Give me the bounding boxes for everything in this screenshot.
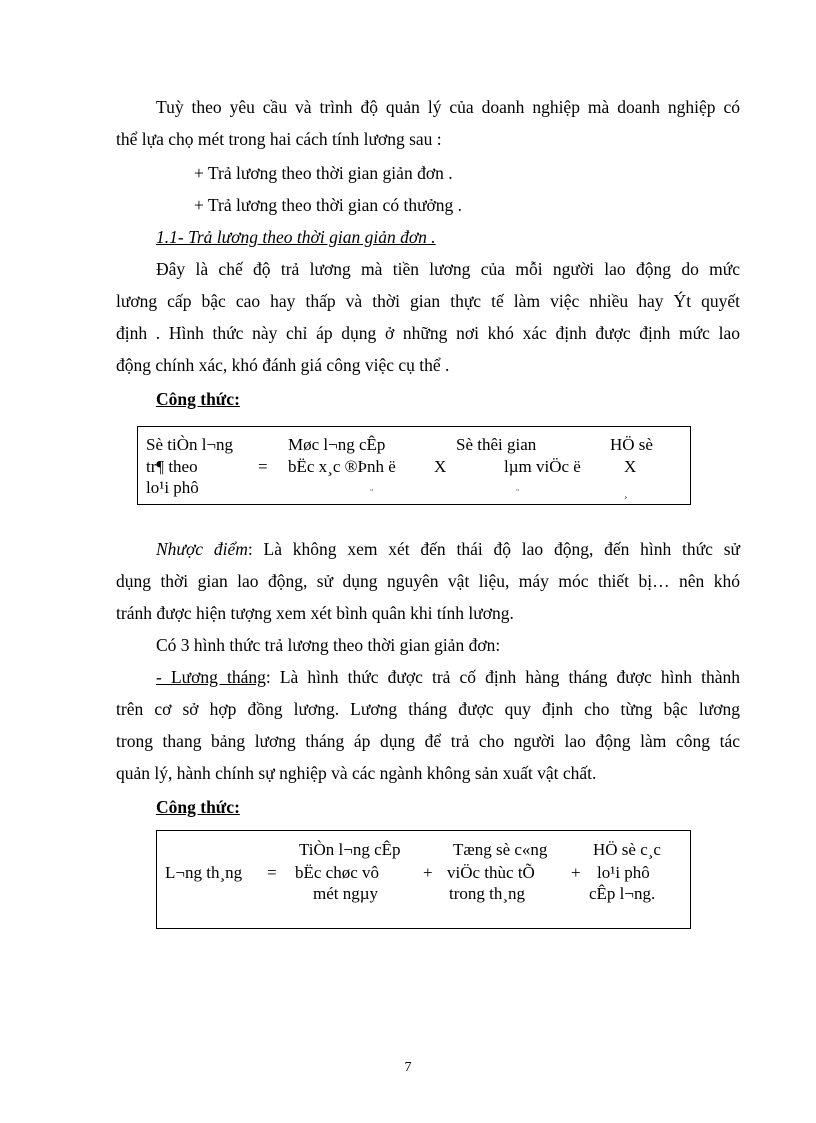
option-simple-time: + Trả lương theo thời gian giản đơn . xyxy=(194,163,453,183)
paragraph-line: lương cấp bậc cao hay thấp và thời gian thực tế làm việc nhiều hay Ýt quyết xyxy=(116,291,740,311)
formula-term: lo¹i phô xyxy=(146,478,199,497)
intro-line-2: thể lựa chọ mét trong hai cách tính lương sau : xyxy=(116,129,442,149)
formula-term: TiÒn l¬ng cÊp xyxy=(299,840,401,859)
paragraph-line: động chính xác, khó đánh giá công việc cụ thể . xyxy=(116,355,450,375)
equals-sign: = xyxy=(258,457,268,476)
residue-mark: ¸ xyxy=(624,488,628,499)
residue-mark: ¨ xyxy=(370,488,374,499)
monthly-label: - Lương tháng xyxy=(156,667,266,687)
residue-mark: ¨ xyxy=(516,488,520,499)
formula-term: lµm viÖc ë xyxy=(504,457,581,476)
formula-term: Møc l¬ng cÊp xyxy=(288,435,386,454)
disadvantage-line: tránh được hiện tượng xem xét bình quân khi tính lương. xyxy=(116,603,514,623)
formula-label: Công thức: xyxy=(156,797,240,817)
monthly-line: trên cơ sở hợp đồng lương. Lương tháng được quy định cho từng bậc lương xyxy=(116,699,740,719)
plus-sign: + xyxy=(571,863,581,882)
formula-box-1 xyxy=(137,426,691,505)
formula-term: mét ngµy xyxy=(313,884,379,903)
disadvantage-line: dụng thời gian lao động, sử dụng nguyên vật liệu, máy móc thiết bị… nên khó xyxy=(116,571,740,591)
formula-term: Sè thêi gian xyxy=(456,435,537,454)
formula-box-2 xyxy=(156,830,691,929)
forms-intro: Có 3 hình thức trả lương theo thời gian giản đơn: xyxy=(156,635,501,655)
monthly-line: trong thang bảng lương tháng áp dụng để trả cho người lao động làm công tác xyxy=(116,731,740,751)
formula-term: lo¹i phô xyxy=(597,863,650,882)
section-heading: 1.1- Trả lương theo thời gian giản đơn . xyxy=(156,227,436,247)
formula-term: bËc x¸c ®Þnh ë xyxy=(288,457,396,476)
page-number: 7 xyxy=(404,1060,412,1075)
disadvantage-line: Nhược điểm: Là không xem xét đến thái độ lao động, đến hình thức sử xyxy=(156,539,740,559)
formula-term: viÖc thùc tÕ xyxy=(447,863,535,882)
intro-line-1: Tuỳ theo yêu cầu và trình độ quản lý của doanh nghiệp mà doanh nghiệp có xyxy=(156,97,740,117)
formula-term: Sè tiÒn l¬ng xyxy=(146,435,234,454)
formula-term: trong th¸ng xyxy=(449,884,526,903)
formula-term: HÖ sè c¸c xyxy=(593,840,661,859)
formula-term: Tæng sè c«ng xyxy=(453,840,548,859)
paragraph-line: Đây là chế độ trả lương mà tiền lương của mỗi người lao động do mức xyxy=(156,259,740,279)
monthly-line: - Lương tháng: Là hình thức được trả cố định hàng tháng được hình thành xyxy=(156,667,740,687)
formula-term: bËc chøc vô xyxy=(295,863,380,882)
option-time-bonus: + Trả lương theo thời gian có thưởng . xyxy=(194,195,463,215)
plus-sign: + xyxy=(423,863,433,882)
formula-term: cÊp l¬ng. xyxy=(589,884,656,903)
formula-label: Công thức: xyxy=(156,389,240,409)
paragraph-line: định . Hình thức này chỉ áp dụng ở những nơi khó xác định được định mức lao xyxy=(116,323,740,343)
formula-lhs: L¬ng th¸ng xyxy=(165,863,243,882)
formula-term: tr¶ theo xyxy=(146,457,198,476)
monthly-line: quản lý, hành chính sự nghiệp và các ngành không sản xuất vật chất. xyxy=(116,763,597,783)
multiply-sign: X xyxy=(434,457,447,476)
formula-term: HÖ sè xyxy=(610,435,653,454)
multiply-sign: X xyxy=(624,457,637,476)
equals-sign: = xyxy=(267,863,277,882)
disadvantage-label: Nhược điểm xyxy=(156,539,248,559)
